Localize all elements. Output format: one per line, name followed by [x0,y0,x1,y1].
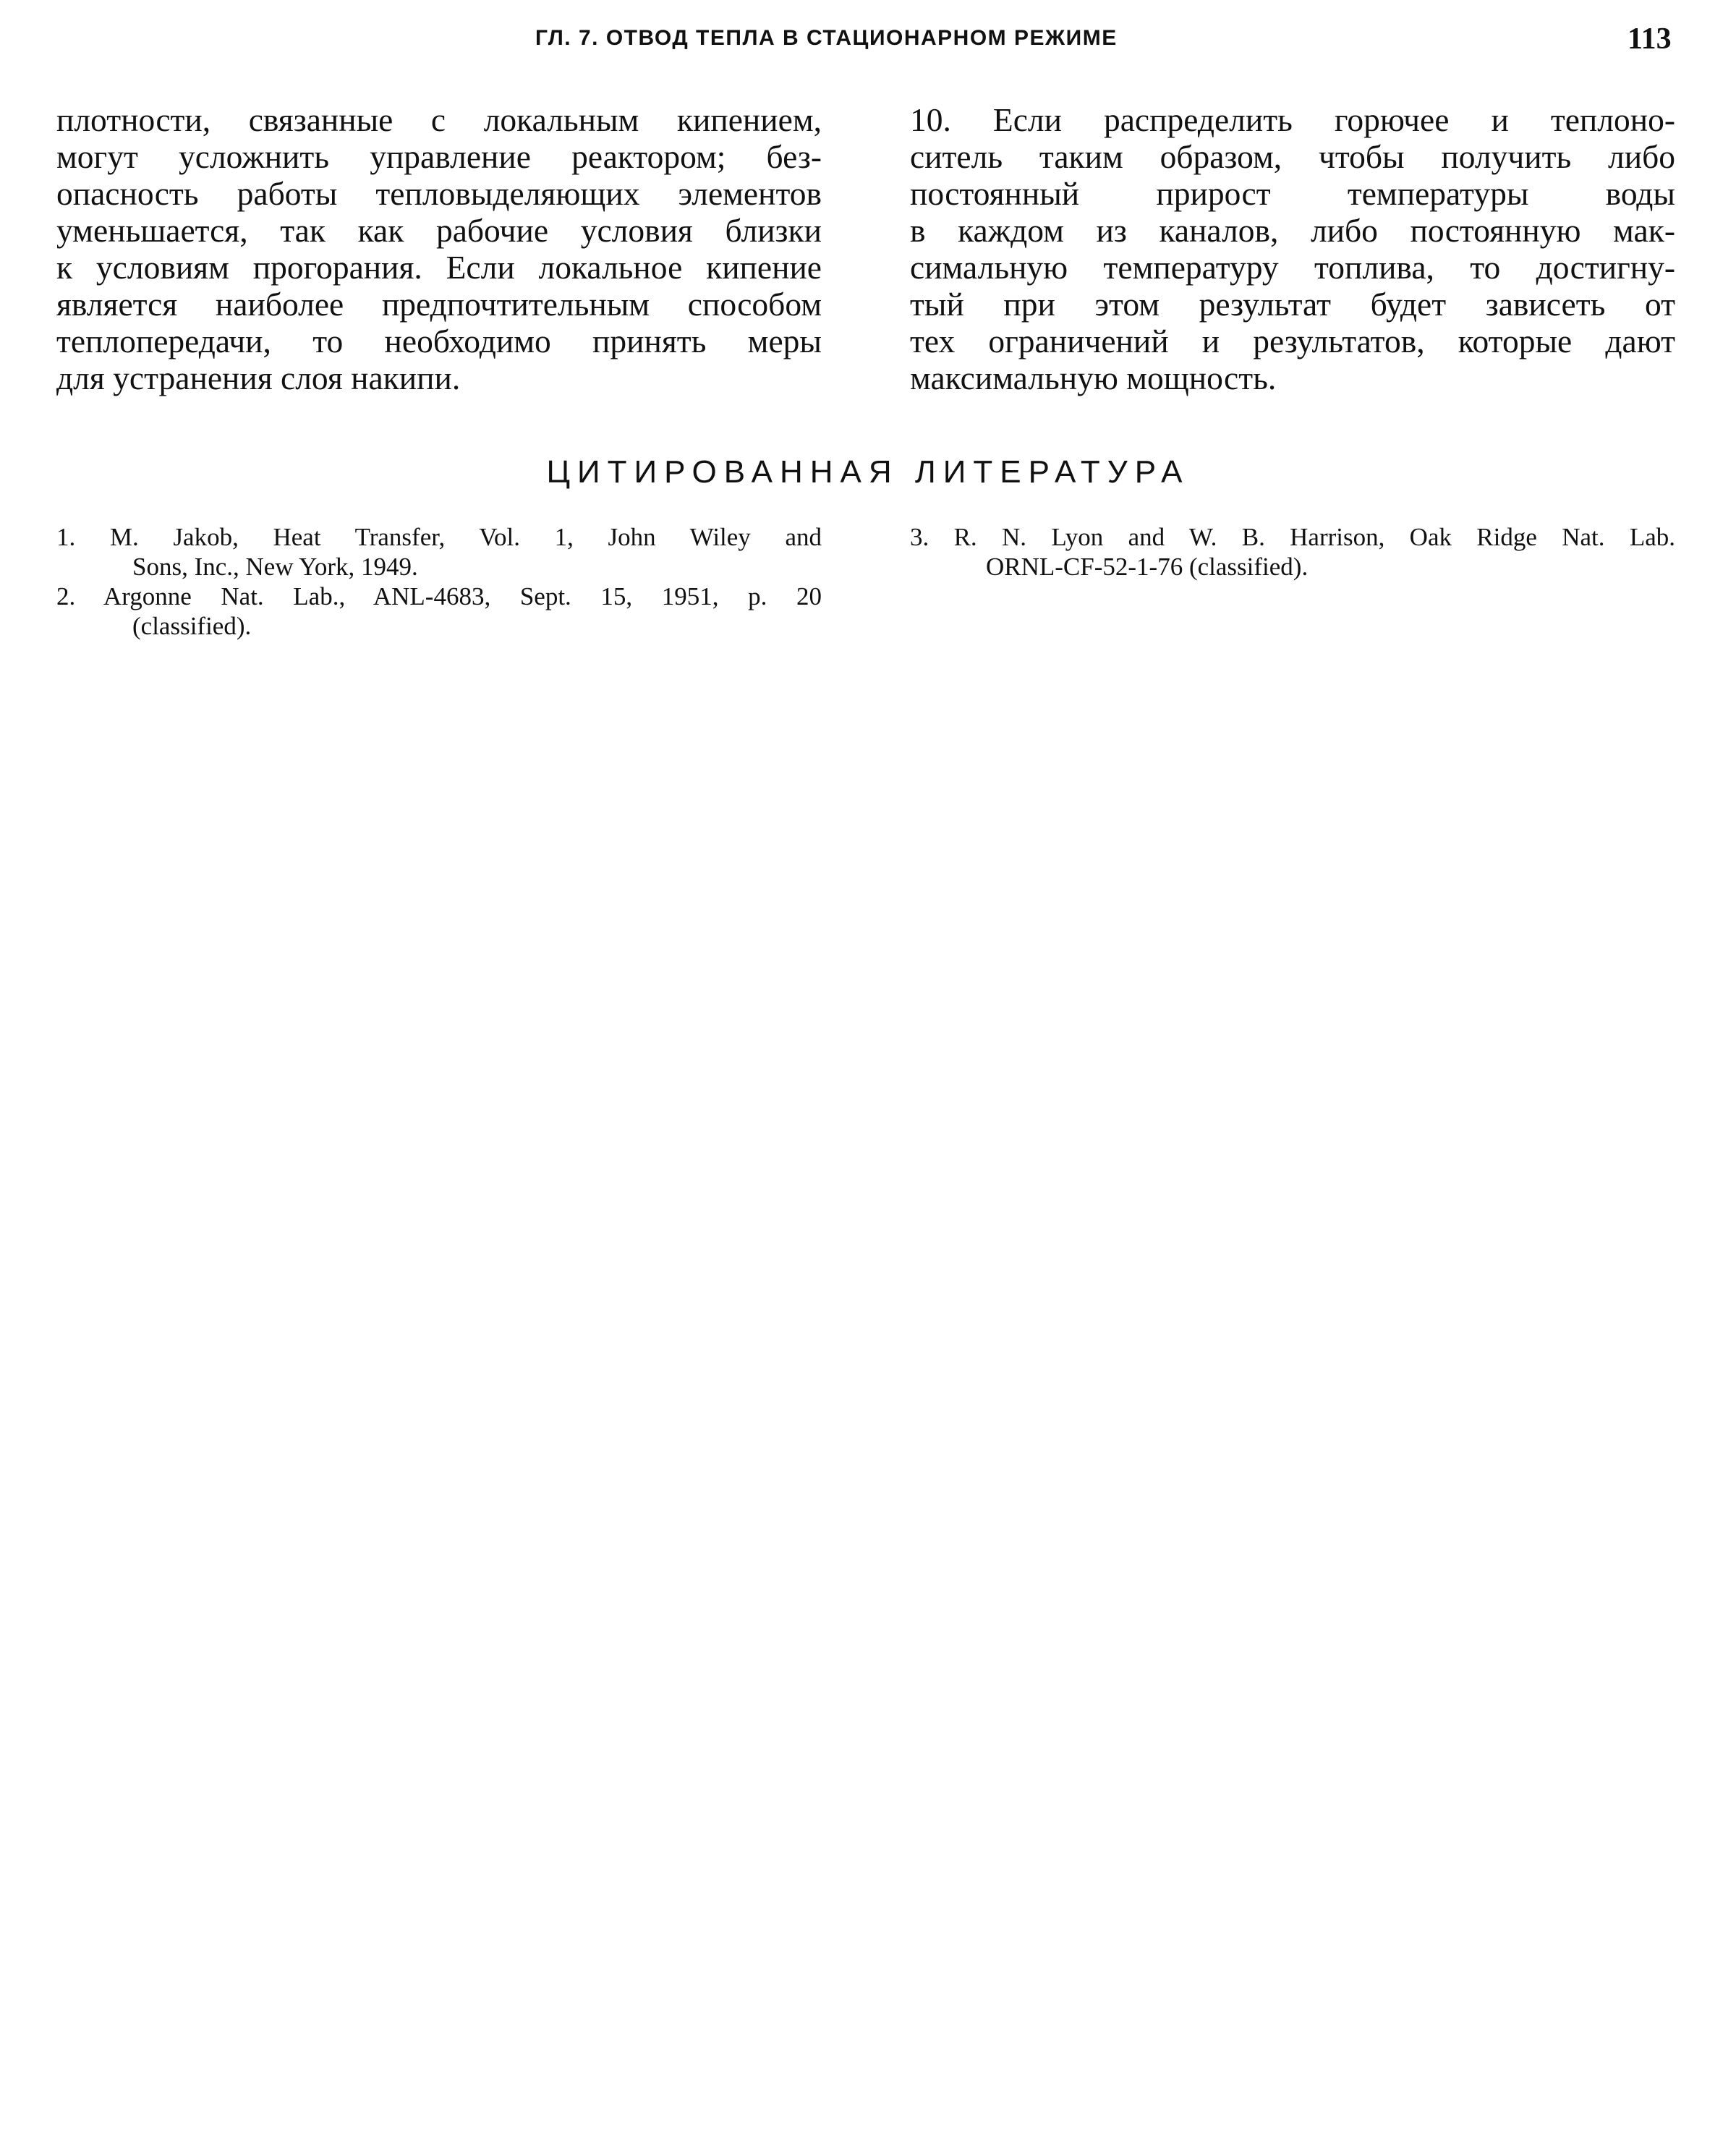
reference-line: ORNL-CF-52-1-76 (classified). [986,553,1309,581]
left-column-line: к условиям прогорания. Если локальное кипение [56,249,822,286]
right-column-line: симальную температуру топлива, то достигну- [910,249,1675,286]
reference-line: 2. Argonne Nat. Lab., ANL-4683, Sept. 15, 1951, p. 20 [56,582,822,610]
right-column-line: ситель таким образом, чтобы получить либо [910,138,1675,175]
chapter-running-title: ГЛ. 7. ОТВОД ТЕПЛА В СТАЦИОНАРНОМ РЕЖИМЕ [535,26,1118,50]
left-column-line: для устранения слоя накипи. [56,359,461,396]
page-number: 113 [1628,22,1672,56]
left-column-paragraph [56,101,822,396]
left-column-line: могут усложнить управление реактором; без- [56,138,822,175]
left-column-line: является наиболее предпочтительным способом [56,286,822,323]
reference-line: 1. M. Jakob, Heat Transfer, Vol. 1, John Wiley and [56,523,822,551]
right-column-paragraph [910,101,1675,396]
right-column-line: максимальную мощность. [910,359,1277,396]
right-column-line: 10. Если распределить горючее и теплоно- [910,101,1675,138]
references-heading: ЦИТИРОВАННАЯ ЛИТЕРАТУРА [546,454,1190,490]
reference-line: (classified). [132,612,252,640]
left-column-line: теплопередачи, то необходимо принять меры [56,323,822,359]
right-column-line: в каждом из каналов, либо постоянную мак- [910,212,1675,249]
reference-entry-2 [56,582,822,641]
references-left-column [56,522,822,641]
right-column-line: постоянный прирост температуры воды [910,175,1675,212]
reference-entry-1 [56,522,822,582]
left-column-line: уменьшается, так как рабочие условия близки [56,212,822,249]
reference-line: Sons, Inc., New York, 1949. [132,553,418,581]
references-right-column [910,522,1675,582]
reference-entry-3 [910,522,1675,582]
right-column-line: тый при этом результат будет зависеть от [910,286,1675,323]
left-column-line: опасность работы тепловыделяющих элементов [56,175,822,212]
right-column-line: тех ограничений и результатов, которые дают [910,323,1675,359]
running-header [0,22,1736,65]
left-column-line: плотности, связанные с локальным кипением, [56,101,822,138]
reference-line: 3. R. N. Lyon and W. B. Harrison, Oak Ridge Nat. Lab. [910,523,1675,551]
